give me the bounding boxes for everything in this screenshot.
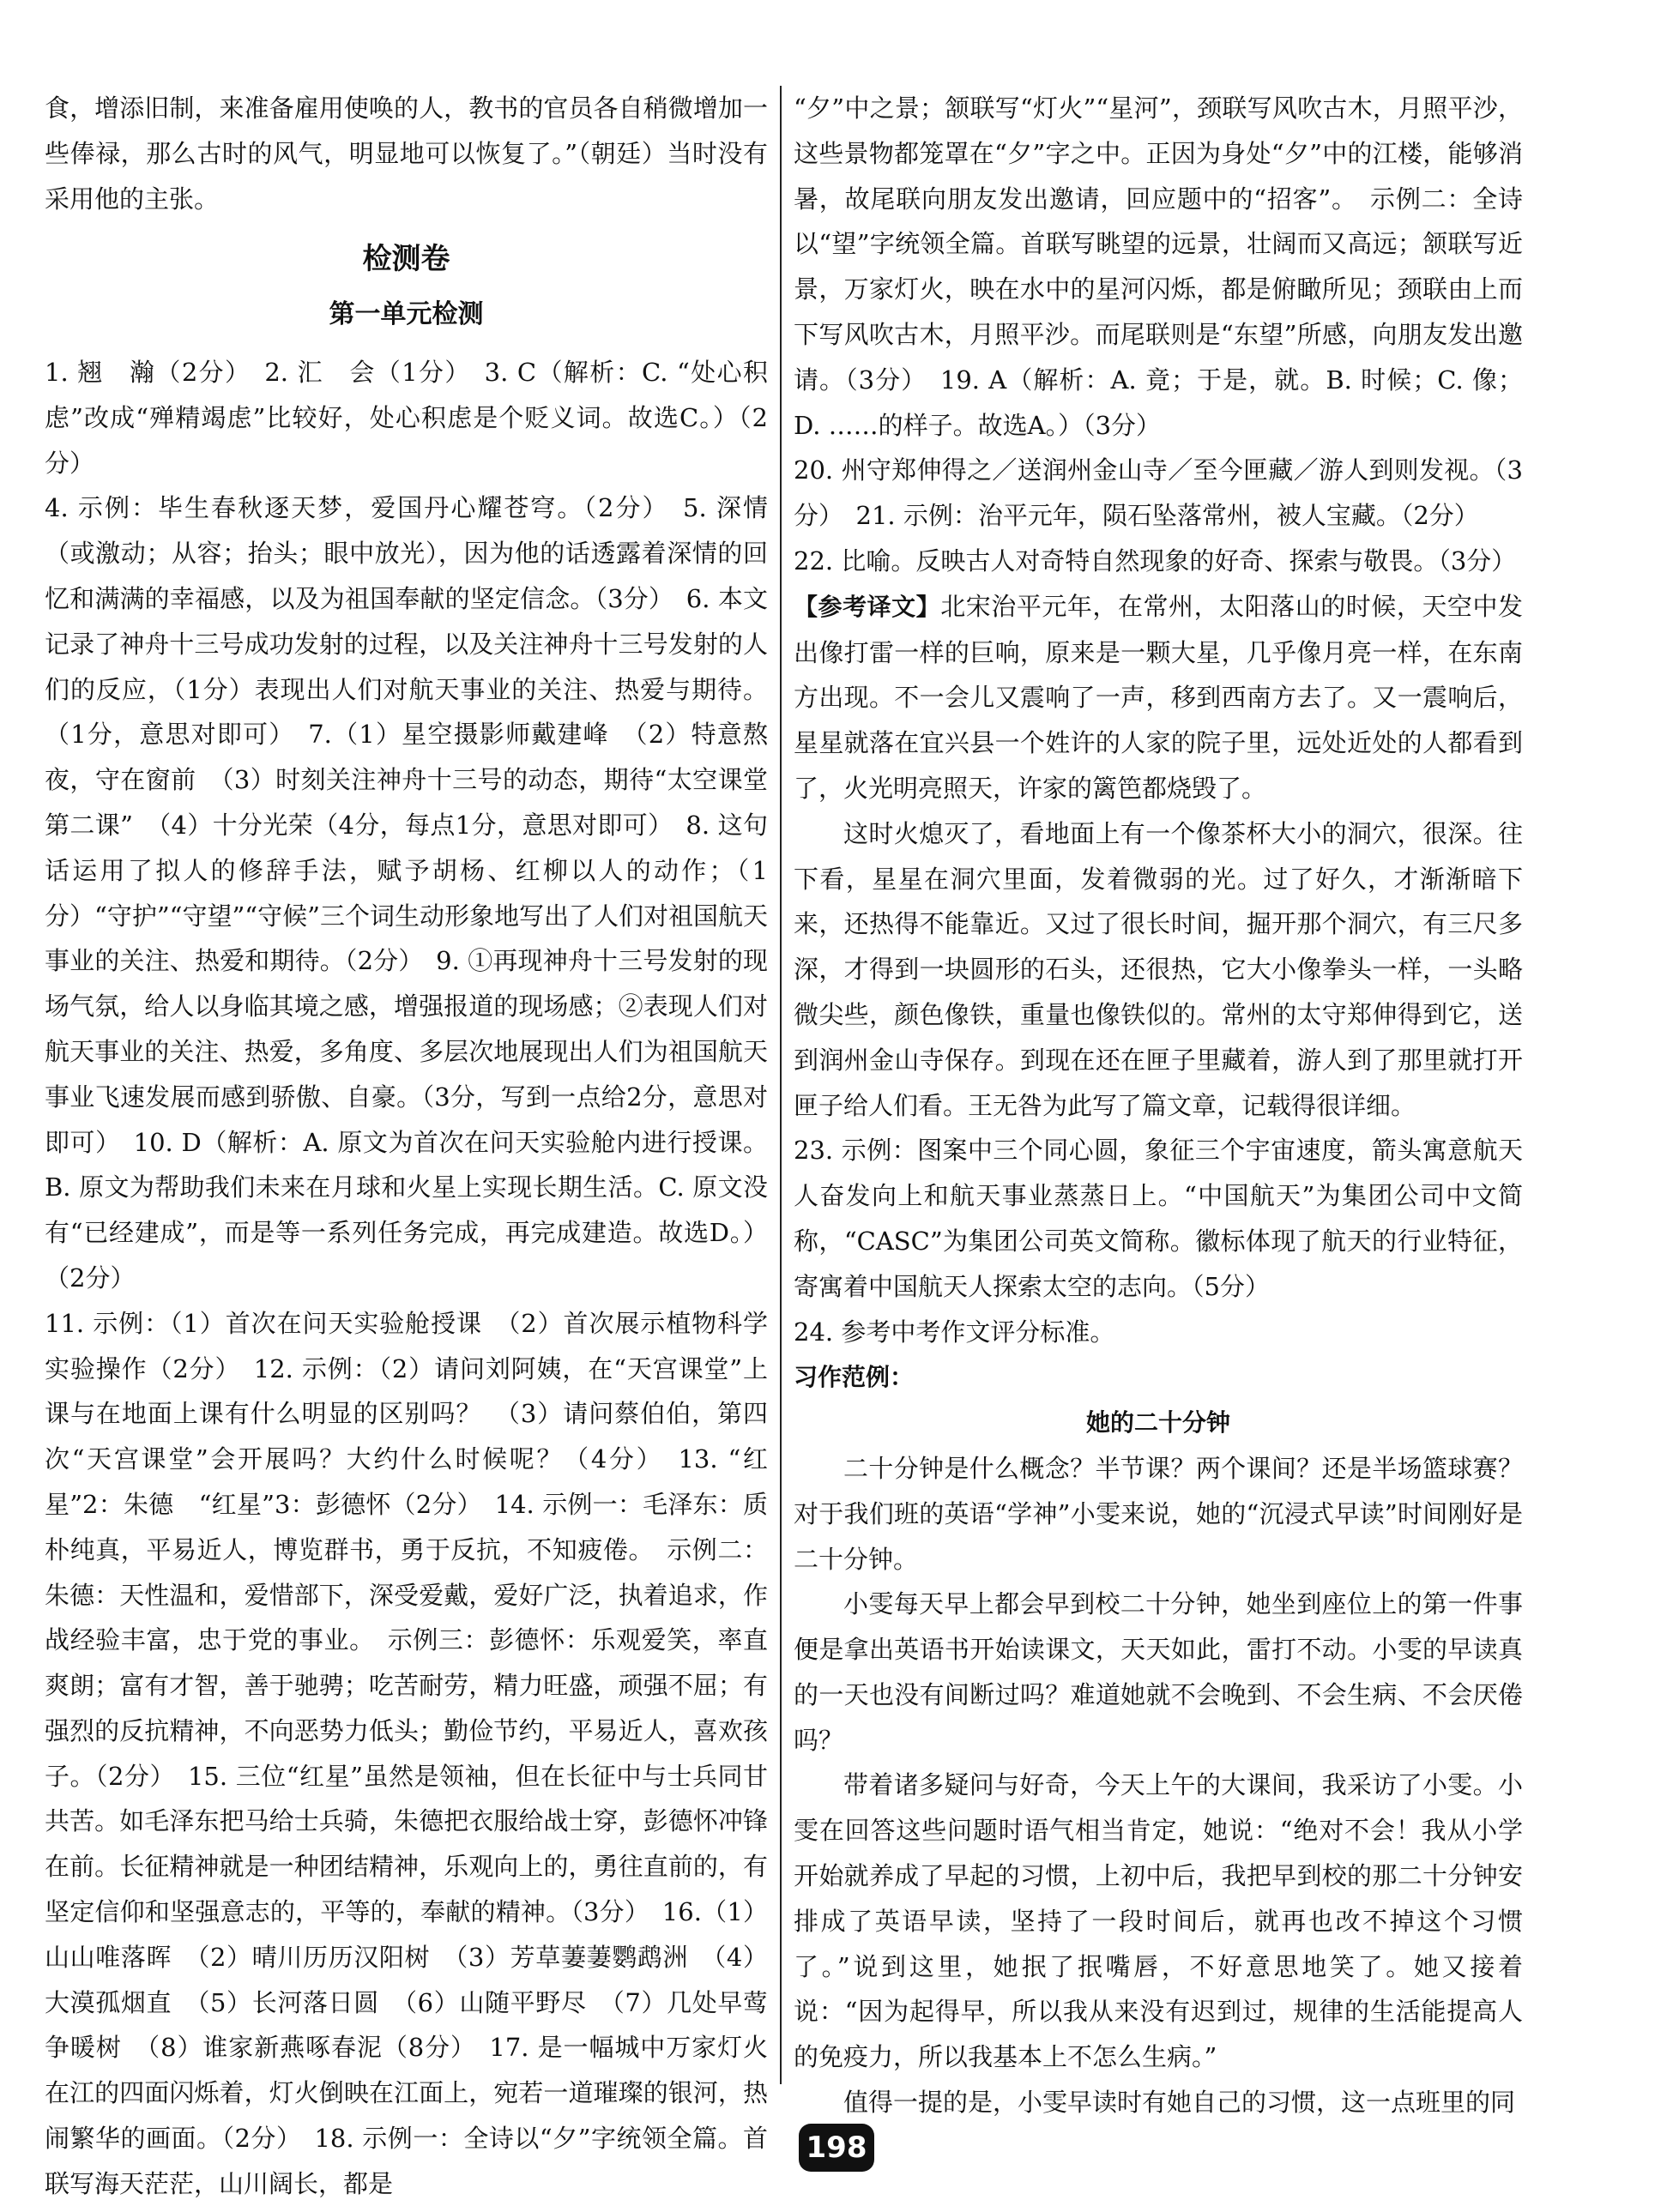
- answers-1-3: 1. 翘 瀚（2分） 2. 汇 会（1分） 3. C（解析：C. “处心积虑”改成“殚精竭虑”比较好，处心积虑是个贬义词。故选C。）（2分）: [45, 357, 768, 478]
- left-column: [45, 86, 768, 2198]
- essay-paragraph-2: 小雯每天早上都会早到校二十分钟，她坐到座位上的第一件事便是拿出英语书开始读课文，天天如此，雷打不动。小雯的早读真的一天也没有间断过吗？难道她就不会晚到、不会生病、不会厌倦吗？: [794, 1589, 1523, 1755]
- translation-paragraph-1: 北宋治平元年，在常州，太阳落山的时候，天空中发出像打雷一样的巨响，原来是一颗大星，几乎像月亮一样，在东南方出现。不一会儿又震响了一声，移到西南方去了。又一震响后，星星就落在宜兴县一个姓许的人家的院子里，远处近处的人都看到了，火光明亮照天，许家的篱笆都烧毁了。: [794, 591, 1523, 803]
- essay-paragraph-1: 二十分钟是什么概念？半节课？两个课间？还是半场篮球赛？对于我们班的英语“学神”小雯来说，她的“沉浸式早读”时间刚好是二十分钟。: [794, 1453, 1523, 1574]
- answers-18-19-continued: “夕”中之景；颔联写“灯火”“星河”，颈联写风吹古木，月照平沙，这些景物都笼罩在“夕”字之中。正因为身处“夕”中的江楼，能够消暑，故尾联向朋友发出邀请，回应题中的“招客”。 示例二：全诗以“望”字统领全篇。首联写眺望的远景，壮阔而又高远；颔联写近景，万家灯火，映在水中的星河闪烁，都是俯瞰所见；颈联由上而下写风吹古木，月照平沙。而尾联则是“东望”所感，向朋友发出邀请。（3分） 19. A（解析：A. 竟；于是，就。B. 时候；C. 像；D. ……的样子。故选A。）（3分）: [794, 93, 1523, 440]
- reference-translation: [794, 584, 1523, 811]
- column-divider: [780, 86, 782, 2084]
- answer-22: 22. 比喻。反映古人对奇特自然现象的好奇、探索与敬畏。（3分）: [794, 545, 1517, 576]
- answers-11-18: 11. 示例：（1）首次在问天实验舱授课 （2）首次展示植物科学实验操作（2分） 12. 示例：（2）请问刘阿姨，在“天宫课堂”上课与在地面上课有什么明显的区别吗？ （3）请问蔡伯伯，第四次“天宫课堂”会开展吗？大约什么时候呢？（4分） 13. “红星”2：朱德 “红星”3：彭德怀（2分） 14. 示例一：毛泽东：质朴纯真，平易近人，博览群书，勇于反抗，不知疲倦。 示例二：朱德：天性温和，爱惜部下，深受爱戴，爱好广泛，执着追求，作战经验丰富，忠于党的事业。 示例三：彭德怀：乐观爱笑，率直爽朗；富有才智，善于驰骋；吃苦耐劳，精力旺盛，顽强不屈；有强烈的反抗精神，不向恶势力低头；勤俭节约，平易近人，喜欢孩子。（2分） 15. 三位“红星”虽然是领袖，但在长征中与士兵同甘共苦。如毛泽东把马给士兵骑，朱德把衣服给战士穿，彭德怀冲锋在前。长征精神就是一种团结精神，乐观向上的，勇往直前的，有坚定信仰和坚强意志的，平等的，奉献的精神。（3分） 16.（1）山山唯落晖 （2）晴川历历汉阳树 （3）芳草萋萋鹦鹉洲 （4）大漠孤烟直 （5）长河落日圆 （6）山随平野尽 （7）几处早莺争暖树 （8）谁家新燕啄春泥（8分） 17. 是一幅城中万家灯火在江的四面闪烁着，灯火倒映在江面上，宛若一道璀璨的银河，热闹繁华的画面。（2分） 18. 示例一：全诗以“夕”字统领全篇。首联写海天茫茫，山川阔长，都是: [45, 1308, 768, 2198]
- translation-label: 【参考译文】: [794, 592, 941, 621]
- answers-4-10: 4. 示例：毕生春秋逐天梦，爱国丹心耀苍穹。（2分） 5. 深情（或激动；从容；抬头；眼中放光），因为他的话透露着深情的回忆和满满的幸福感，以及为祖国奉献的坚定信念。（3分） 6. 本文记录了神舟十三号成功发射的过程，以及关注神舟十三号发射的人们的反应，（1分）表现出人们对航天事业的关注、热爱与期待。（1分，意思对即可） 7.（1）星空摄影师戴建峰 （2）特意熬夜，守在窗前 （3）时刻关注神舟十三号的动态，期待“太空课堂第二课” （4）十分光荣（4分，每点1分，意思对即可） 8. 这句话运用了拟人的修辞手法，赋予胡杨、红柳以人的动作；（1分）“守护”“守望”“守候”三个词生动形象地写出了人们对祖国航天事业的关注、热爱和期待。（2分） 9. ①再现神舟十三号发射的现场气氛，给人以身临其境之感，增强报道的现场感；②表现人们对航天事业的关注、热爱，多角度、多层次地展现出人们为祖国航天事业飞速发展而感到骄傲、自豪。（3分，写到一点给2分，意思对即可） 10. D（解析：A. 原文为首次在问天实验舱内进行授课。B. 原文为帮助我们未来在月球和火星上实现长期生活。C. 原文没有“已经建成”，而是等一系列任务完成，再完成建造。故选D。）（2分）: [45, 493, 768, 1293]
- essay-paragraph-3: 带着诸多疑问与好奇，今天上午的大课间，我采访了小雯。小雯在回答这些问题时语气相当肯定，她说：“绝对不会！我从小学开始就养成了早起的习惯，上初中后，我把早到校的那二十分钟安排成了英语早读，坚持了一段时间后，就再也改不掉这个习惯了。”说到这里，她抿了抿嘴唇，不好意思地笑了。她又接着说：“因为起得早，所以我从来没有迟到过，规律的生活能提高人的免疫力，所以我基本上不怎么生病。”: [794, 1770, 1523, 2072]
- previous-translation-tail: 食，增添旧制，来准备雇用使唤的人，教书的官员各自稍微增加一些俸禄，那么古时的风气，明显地可以恢复了。”（朝廷）当时没有采用他的主张。: [45, 93, 768, 214]
- translation-paragraph-2: 这时火熄灭了，看地面上有一个像茶杯大小的洞穴，很深。往下看，星星在洞穴里面，发着微弱的光。过了好久，才渐渐暗下来，还热得不能靠近。又过了很长时间，掘开那个洞穴，有三尺多深，才得到一块圆形的石头，还很热，它大小像拳头一样，一头略微尖些，颜色像铁，重量也像铁似的。常州的太守郑伸得到它，送到润州金山寺保存。到现在还在匣子里藏着，游人到了那里就打开匣子给人们看。王无咎为此写了篇文章，记载得很详细。: [794, 818, 1523, 1120]
- essay-paragraph-4: 值得一提的是，小雯早读时有她自己的习惯，这一点班里的同: [843, 2088, 1516, 2118]
- section-title: 检测卷: [362, 242, 450, 277]
- example-essay-label: 习作范例：: [794, 1363, 915, 1392]
- unit-title: 第一单元检测: [329, 299, 484, 330]
- answer-24: 24. 参考中考作文评分标准。: [794, 1317, 1115, 1347]
- right-column: [794, 86, 1523, 2118]
- answer-23: 23. 示例：图案中三个同心圆，象征三个宇宙速度，箭头寓意航天人奋发向上和航天事业蒸蒸日上。“中国航天”为集团公司中文简称，“CASC”为集团公司英文简称。徽标体现了航天的行业特征，寄寓着中国航天人探索太空的志向。（5分）: [794, 1136, 1523, 1301]
- essay-title: 她的二十分钟: [1085, 1408, 1230, 1437]
- page-number: 198: [799, 2124, 874, 2172]
- answers-20-21: 20. 州守郑伸得之／送润州金山寺／至今匣藏／游人到则发视。（3分） 21. 示例：治平元年，陨石坠落常州，被人宝藏。（2分）: [794, 455, 1523, 531]
